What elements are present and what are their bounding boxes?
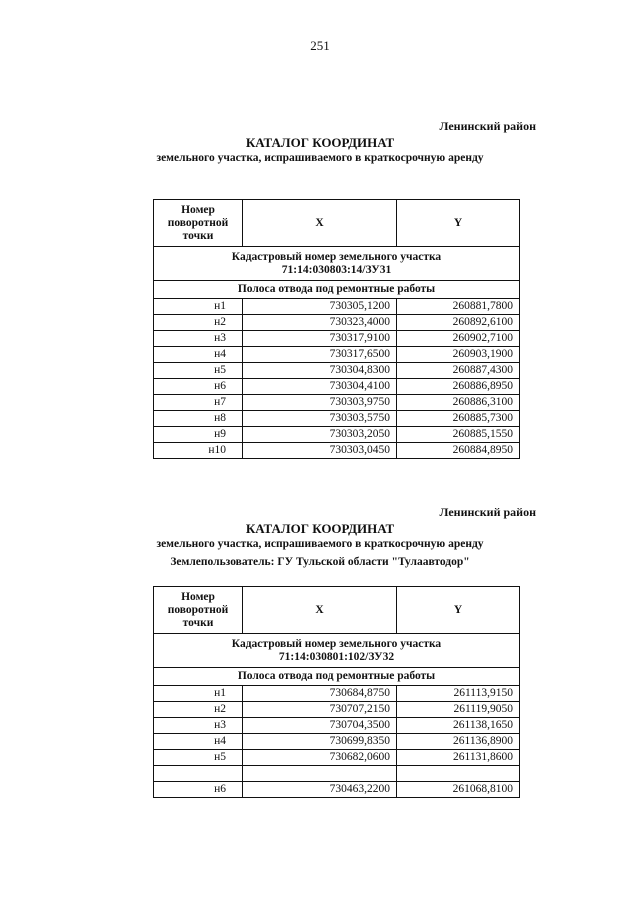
land-user: Землепользователь: ГУ Тульской области "Тулаавтодор" <box>170 556 470 568</box>
x-coordinate-cell: 730704,3500 <box>243 718 397 734</box>
cadastral-label: Кадастровый номер земельного участка <box>231 250 442 263</box>
y-coordinate-cell: 260881,7800 <box>397 299 520 315</box>
x-coordinate-cell: 730682,0600 <box>243 750 397 766</box>
cadastral-number: 71:14:030801:102/ЗУ32 <box>278 650 395 663</box>
table-row <box>154 702 520 718</box>
table-row <box>154 782 520 798</box>
table-row <box>154 750 520 766</box>
y-coordinate-cell: 261138,1650 <box>397 718 520 734</box>
y-coordinate-cell: 261068,8100 <box>397 782 520 798</box>
header-y: Y <box>397 200 520 247</box>
region-label: Ленинский район <box>439 505 536 519</box>
x-coordinate-cell: 730305,1200 <box>243 299 397 315</box>
coordinates-table <box>153 199 520 459</box>
y-coordinate-cell: 260892,6100 <box>397 315 520 331</box>
point-number-cell: н6 <box>154 379 243 395</box>
table-row <box>154 379 520 395</box>
strip-row <box>154 668 520 686</box>
point-number-cell: н6 <box>154 782 243 798</box>
point-number-cell: н1 <box>154 299 243 315</box>
y-coordinate-cell <box>397 766 520 782</box>
table-row <box>154 411 520 427</box>
point-number-cell: н3 <box>154 718 243 734</box>
y-coordinate-cell: 260884,8950 <box>397 443 520 459</box>
point-number-cell: н4 <box>154 347 243 363</box>
table-row <box>154 427 520 443</box>
point-number-cell: н2 <box>154 315 243 331</box>
region-label: Ленинский район <box>439 119 536 133</box>
point-number-cell: н5 <box>154 750 243 766</box>
table-row <box>154 299 520 315</box>
header-y: Y <box>397 587 520 634</box>
y-coordinate-cell: 260886,8950 <box>397 379 520 395</box>
x-coordinate-cell <box>243 766 397 782</box>
point-number-cell: н7 <box>154 395 243 411</box>
strip-label: Полоса отвода под ремонтные работы <box>154 668 520 686</box>
catalog-subtitle: земельного участка, испрашиваемого в краткосрочную аренду <box>156 538 484 550</box>
x-coordinate-cell: 730699,8350 <box>243 734 397 750</box>
cadastral-row <box>154 247 520 281</box>
strip-label: Полоса отвода под ремонтные работы <box>154 281 520 299</box>
y-coordinate-cell: 261131,8600 <box>397 750 520 766</box>
x-coordinate-cell: 730303,5750 <box>243 411 397 427</box>
coordinates-table <box>153 586 520 798</box>
y-coordinate-cell: 260903,1900 <box>397 347 520 363</box>
cadastral-number: 71:14:030803:14/ЗУ31 <box>281 263 392 276</box>
y-coordinate-cell: 260887,4300 <box>397 363 520 379</box>
cadastral-label: Кадастровый номер земельного участка <box>231 637 442 650</box>
y-coordinate-cell: 260886,3100 <box>397 395 520 411</box>
header-point-number: Номер поворотной точки <box>154 200 243 247</box>
x-coordinate-cell: 730303,9750 <box>243 395 397 411</box>
header-x: X <box>243 200 397 247</box>
y-coordinate-cell: 261119,9050 <box>397 702 520 718</box>
y-coordinate-cell: 260885,1550 <box>397 427 520 443</box>
x-coordinate-cell: 730303,2050 <box>243 427 397 443</box>
header-point-number: Номер поворотной точки <box>154 587 243 634</box>
point-number-cell: н9 <box>154 427 243 443</box>
x-coordinate-cell: 730463,2200 <box>243 782 397 798</box>
x-coordinate-cell: 730317,9100 <box>243 331 397 347</box>
x-coordinate-cell: 730304,4100 <box>243 379 397 395</box>
y-coordinate-cell: 260902,7100 <box>397 331 520 347</box>
table-row <box>154 315 520 331</box>
x-coordinate-cell: 730684,8750 <box>243 686 397 702</box>
point-number-cell: н1 <box>154 686 243 702</box>
x-coordinate-cell: 730323,4000 <box>243 315 397 331</box>
table-row <box>154 686 520 702</box>
x-coordinate-cell: 730707,2150 <box>243 702 397 718</box>
table-row <box>154 347 520 363</box>
x-coordinate-cell: 730303,0450 <box>243 443 397 459</box>
catalog-title: КАТАЛОГ КООРДИНАТ <box>245 135 395 150</box>
table-header-row <box>154 200 520 247</box>
table-row <box>154 718 520 734</box>
strip-row <box>154 281 520 299</box>
catalog-title: КАТАЛОГ КООРДИНАТ <box>245 521 395 536</box>
table-row <box>154 331 520 347</box>
x-coordinate-cell: 730317,6500 <box>243 347 397 363</box>
point-number-cell: н10 <box>154 443 243 459</box>
table-row <box>154 766 520 782</box>
catalog-subtitle: земельного участка, испрашиваемого в краткосрочную аренду <box>156 152 484 164</box>
table-row <box>154 363 520 379</box>
table-row <box>154 734 520 750</box>
point-number-cell: н4 <box>154 734 243 750</box>
cadastral-row <box>154 634 520 668</box>
header-x: X <box>243 587 397 634</box>
table-row <box>154 395 520 411</box>
y-coordinate-cell: 261113,9150 <box>397 686 520 702</box>
page-number: 251 <box>310 38 330 53</box>
y-coordinate-cell: 261136,8900 <box>397 734 520 750</box>
y-coordinate-cell: 260885,7300 <box>397 411 520 427</box>
point-number-cell: н3 <box>154 331 243 347</box>
point-number-cell: н8 <box>154 411 243 427</box>
point-number-cell: н5 <box>154 363 243 379</box>
table-header-row <box>154 587 520 634</box>
point-number-cell: н2 <box>154 702 243 718</box>
point-number-cell <box>154 766 243 782</box>
table-row <box>154 443 520 459</box>
x-coordinate-cell: 730304,8300 <box>243 363 397 379</box>
